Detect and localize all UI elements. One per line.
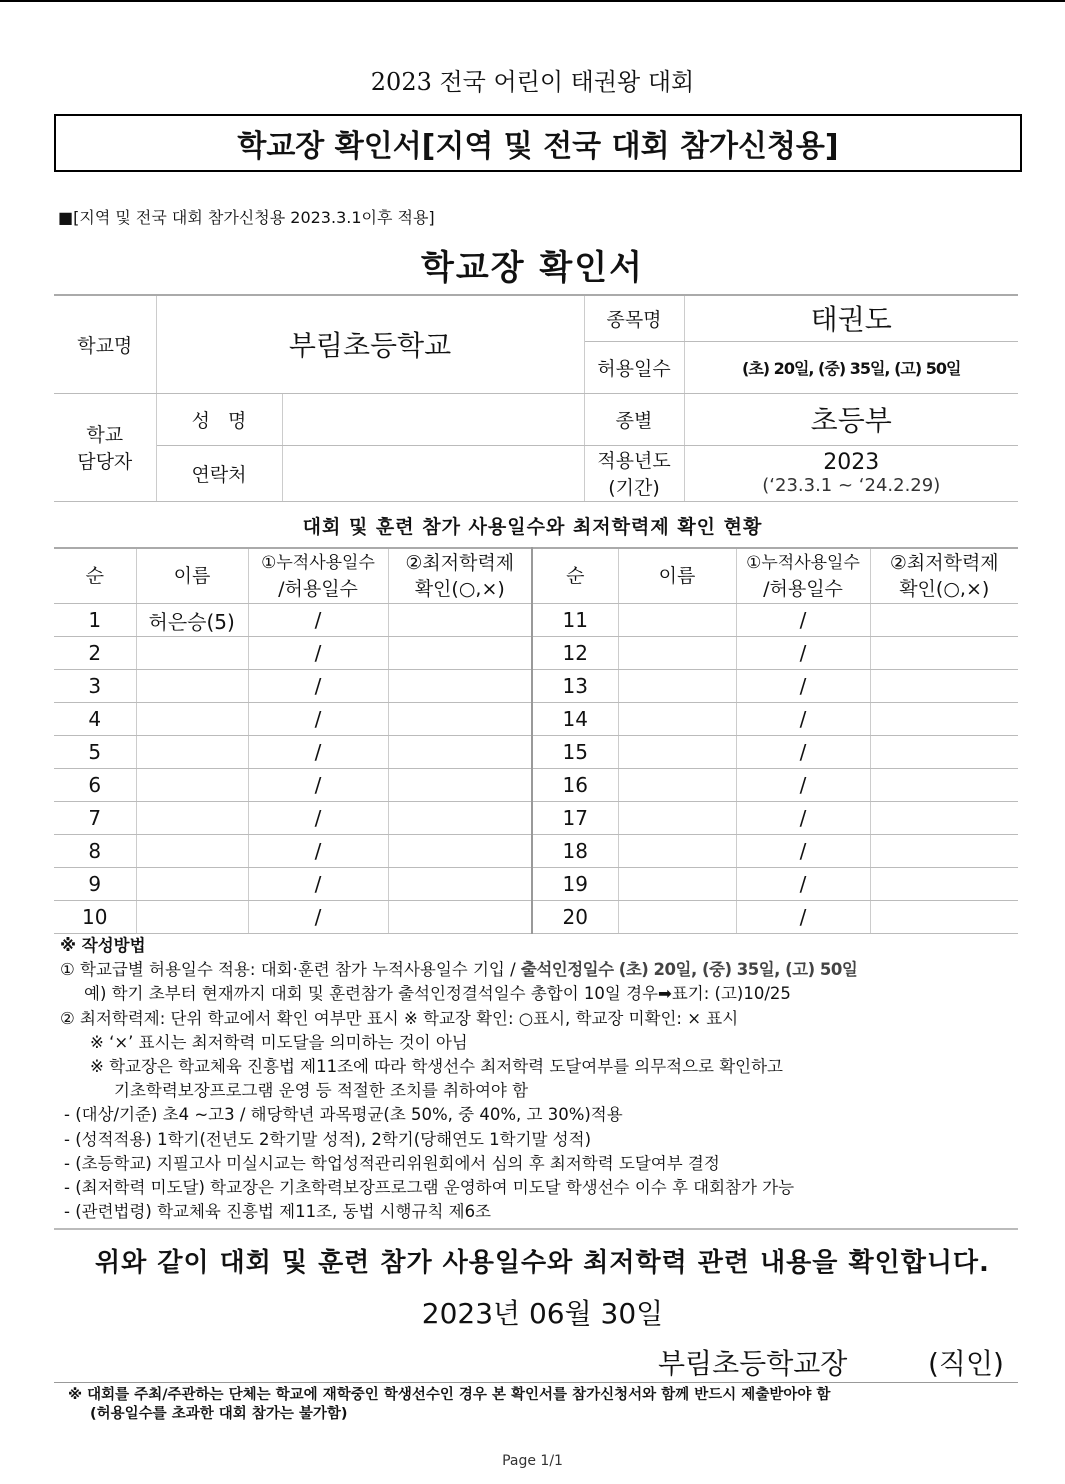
row-check-right[interactable] <box>870 604 1018 637</box>
table-row <box>54 769 1018 802</box>
header-academic-right-line1: ②최저학력제 <box>889 552 999 574</box>
sport-value: 태권도 <box>684 295 1018 341</box>
manager-name-label: 성 명 <box>156 393 282 445</box>
header-name-right: 이름 <box>618 548 736 604</box>
header-academic-line1: ②최저학력제 <box>405 552 515 574</box>
row-no: 10 <box>54 901 136 934</box>
row-name-right[interactable] <box>618 670 736 703</box>
row-name-right[interactable] <box>618 604 736 637</box>
table-row <box>54 637 1018 670</box>
row-days-right[interactable]: / <box>736 736 870 769</box>
manager-label <box>54 393 156 501</box>
row-name-right[interactable] <box>618 637 736 670</box>
manager-label-line1: 학교 <box>86 424 124 446</box>
header-no-right: 순 <box>532 548 618 604</box>
row-days[interactable]: / <box>248 901 388 934</box>
row-name[interactable] <box>136 670 248 703</box>
instructions <box>60 934 1020 1224</box>
header-name: 이름 <box>136 548 248 604</box>
row-check-right[interactable] <box>870 868 1018 901</box>
row-name-right[interactable] <box>618 802 736 835</box>
instruction-line: - (관련법령) 학교체육 진흥법 제11조, 동법 시행규칙 제6조 <box>64 1202 491 1222</box>
row-name-right[interactable] <box>618 769 736 802</box>
arrow-right-icon: ➡ <box>658 984 672 1004</box>
row-check-right[interactable] <box>870 736 1018 769</box>
row-days[interactable]: / <box>248 637 388 670</box>
instruction-line: ② 최저학력제: 단위 학교에서 확인 여부만 표시 ※ 학교장 확인: ○표시, 학교장 미확인: × 표시 <box>60 1008 739 1028</box>
footnote <box>68 1386 830 1424</box>
row-check[interactable] <box>388 868 532 901</box>
manager-contact-label: 연락처 <box>156 445 282 501</box>
division-value: 초등부 <box>684 393 1018 445</box>
table-row <box>54 670 1018 703</box>
header-academic-right-line2: 확인(○,×) <box>899 578 990 600</box>
table-row <box>54 835 1018 868</box>
row-days-right[interactable]: / <box>736 835 870 868</box>
row-days[interactable]: / <box>248 703 388 736</box>
row-days[interactable]: / <box>248 769 388 802</box>
row-check[interactable] <box>388 670 532 703</box>
row-no: 2 <box>54 637 136 670</box>
row-no: 9 <box>54 868 136 901</box>
top-border <box>0 0 1065 2</box>
table-row <box>54 604 1018 637</box>
row-name-right[interactable] <box>618 703 736 736</box>
row-no-right: 14 <box>532 703 618 736</box>
instruction-line <box>60 982 1020 1006</box>
row-no: 4 <box>54 703 136 736</box>
row-days[interactable]: / <box>248 802 388 835</box>
instruction-line: - (최저학력 미도달) 학교장은 기초학력보장프로그램 운영하여 미도달 학생선수 이수 후 대회참가 가능 <box>64 1178 795 1198</box>
row-check[interactable] <box>388 901 532 934</box>
row-check[interactable] <box>388 835 532 868</box>
row-days[interactable]: / <box>248 736 388 769</box>
row-name[interactable] <box>136 901 248 934</box>
header-days-right-line2: /허용일수 <box>763 578 843 600</box>
table-row <box>54 901 1018 934</box>
instructions-title: ※ 작성방법 <box>60 936 146 955</box>
roster-header-row <box>54 548 1018 604</box>
row-check-right[interactable] <box>870 802 1018 835</box>
event-title: 2023 전국 어린이 태권왕 대회 <box>370 68 695 96</box>
instruction-line2-text: 예) 학기 초부터 현재까지 대회 및 훈련참가 출석인정결석일수 총합이 10일 경우 <box>84 984 658 1004</box>
row-no-right: 15 <box>532 736 618 769</box>
row-days-right[interactable]: / <box>736 868 870 901</box>
row-no-right: 11 <box>532 604 618 637</box>
row-name-right[interactable] <box>618 835 736 868</box>
year-value-cell <box>684 445 1018 501</box>
row-check[interactable] <box>388 604 532 637</box>
official-seal-placeholder: (직인) <box>928 1347 1004 1380</box>
instruction-line: ※ ‘×’ 표시는 최저학력 미도달을 의미하는 것이 아님 <box>90 1032 468 1052</box>
roster-table <box>54 547 1018 934</box>
header-academic <box>388 548 532 604</box>
year-period: (‘23.3.1 ~ ‘24.2.29) <box>762 475 941 496</box>
section-divider <box>54 1228 1018 1230</box>
row-name[interactable] <box>136 868 248 901</box>
allowed-days-value: (초) 20일, (중) 35일, (고) 50일 <box>684 341 1018 393</box>
row-no: 5 <box>54 736 136 769</box>
manager-contact-value[interactable] <box>282 445 584 501</box>
row-check-right[interactable] <box>870 835 1018 868</box>
row-days-right[interactable]: / <box>736 802 870 835</box>
row-check-right[interactable] <box>870 901 1018 934</box>
status-section-title: 대회 및 훈련 참가 사용일수와 최저학력제 확인 현황 <box>302 516 763 538</box>
sport-label: 종목명 <box>584 295 684 341</box>
row-check[interactable] <box>388 802 532 835</box>
principal-name: 부림초등학교장 <box>658 1347 848 1380</box>
document-heading: 학교장 확인서 <box>421 248 644 288</box>
form-title <box>54 114 1022 172</box>
footer-divider <box>54 1382 1018 1383</box>
table-row <box>54 736 1018 769</box>
row-name[interactable] <box>136 769 248 802</box>
confirmation-statement: 위와 같이 대회 및 훈련 참가 사용일수와 최저학력 관련 내용을 확인합니다. <box>95 1248 990 1278</box>
header-days-right <box>736 548 870 604</box>
row-no: 6 <box>54 769 136 802</box>
row-no: 7 <box>54 802 136 835</box>
table-row <box>54 802 1018 835</box>
row-name-right[interactable] <box>618 868 736 901</box>
manager-label-line2: 담당자 <box>77 451 133 473</box>
year-value: 2023 <box>823 450 880 475</box>
instruction-line: - (대상/기준) 초4 ~고3 / 해당학년 과목평균(초 50%, 중 40%, 고 30%)적용 <box>64 1105 623 1125</box>
instruction-line2-result: 표기: (고)10/25 <box>671 984 791 1004</box>
year-label-line2: (기간) <box>608 477 660 499</box>
row-name-right[interactable] <box>618 901 736 934</box>
year-label-line1: 적용년도 <box>597 450 671 472</box>
row-no-right: 19 <box>532 868 618 901</box>
footnote-line1: ※ 대회를 주최/주관하는 단체는 학교에 재학중인 학생선수인 경우 본 확인서를 참가신청서와 함께 반드시 제출받아야 함 <box>68 1387 831 1403</box>
row-days[interactable]: / <box>248 670 388 703</box>
manager-name-value[interactable] <box>282 393 584 445</box>
row-days-right[interactable]: / <box>736 637 870 670</box>
header-days <box>248 548 388 604</box>
row-no-right: 16 <box>532 769 618 802</box>
school-label: 학교명 <box>54 295 156 393</box>
header-no: 순 <box>54 548 136 604</box>
row-no-right: 13 <box>532 670 618 703</box>
applicability-note: ■[지역 및 전국 대회 참가신청용 2023.3.1이후 적용] <box>58 208 435 227</box>
row-name[interactable] <box>136 835 248 868</box>
row-check-right[interactable] <box>870 637 1018 670</box>
row-no: 3 <box>54 670 136 703</box>
row-name[interactable] <box>136 637 248 670</box>
table-row <box>54 868 1018 901</box>
row-name[interactable]: 허은승(5) <box>136 604 248 637</box>
row-check[interactable] <box>388 736 532 769</box>
row-days-right[interactable]: / <box>736 670 870 703</box>
header-academic-right <box>870 548 1018 604</box>
row-no-right: 12 <box>532 637 618 670</box>
row-check-right[interactable] <box>870 703 1018 736</box>
row-check-right[interactable] <box>870 769 1018 802</box>
instruction-line <box>60 958 1020 982</box>
allowed-days-label: 허용일수 <box>584 341 684 393</box>
footnote-line2: (허용일수를 초과한 대회 참가는 불가함) <box>90 1406 348 1422</box>
instruction-line: 기초학력보장프로그램 운영 등 적절한 조치를 취하여야 함 <box>114 1081 529 1101</box>
row-name[interactable] <box>136 802 248 835</box>
instruction-line: - (성적적용) 1학기(전년도 2학기말 성적), 2학기(당해연도 1학기말 성적) <box>64 1129 592 1149</box>
header-days-right-line1: ①누적사용일수 <box>746 553 860 573</box>
row-days[interactable]: / <box>248 835 388 868</box>
row-check[interactable] <box>388 769 532 802</box>
page-number: Page 1/1 <box>502 1453 563 1469</box>
instruction-line1-text: ① 학교급별 허용일수 적용: 대회·훈련 참가 누적사용일수 기입 / <box>60 960 521 980</box>
row-days-right[interactable]: / <box>736 769 870 802</box>
row-check[interactable] <box>388 637 532 670</box>
year-label <box>584 445 684 501</box>
table-row <box>54 703 1018 736</box>
header-days-line1: ①누적사용일수 <box>261 553 375 573</box>
row-no-right: 18 <box>532 835 618 868</box>
row-check-right[interactable] <box>870 670 1018 703</box>
row-days[interactable]: / <box>248 604 388 637</box>
row-days-right[interactable]: / <box>736 901 870 934</box>
header-days-line2: /허용일수 <box>278 578 358 600</box>
row-no: 1 <box>54 604 136 637</box>
division-label: 종별 <box>584 393 684 445</box>
instruction-line: ※ 학교장은 학교체육 진흥법 제11조에 따라 학생선수 최저학력 도달여부를 의무적으로 확인하고 <box>90 1057 783 1077</box>
instruction-line1-emphasis: 출석인정일수 (초) 20일, (중) 35일, (고) 50일 <box>520 960 858 980</box>
row-no-right: 17 <box>532 802 618 835</box>
row-name[interactable] <box>136 703 248 736</box>
school-value: 부림초등학교 <box>156 295 584 393</box>
row-days-right[interactable]: / <box>736 604 870 637</box>
form-title-text: 학교장 확인서[지역 및 전국 대회 참가신청용] <box>237 129 839 164</box>
row-days[interactable]: / <box>248 868 388 901</box>
row-days-right[interactable]: / <box>736 703 870 736</box>
row-check[interactable] <box>388 703 532 736</box>
header-academic-line2: 확인(○,×) <box>414 578 505 600</box>
issue-date: 2023년 06월 30일 <box>421 1297 664 1330</box>
instruction-line: - (초등학교) 지필고사 미실시교는 학업성적관리위원회에서 심의 후 최저학력 도달여부 결정 <box>64 1153 720 1173</box>
info-table <box>54 294 1018 502</box>
row-no: 8 <box>54 835 136 868</box>
row-no-right: 20 <box>532 901 618 934</box>
row-name-right[interactable] <box>618 736 736 769</box>
row-name[interactable] <box>136 736 248 769</box>
